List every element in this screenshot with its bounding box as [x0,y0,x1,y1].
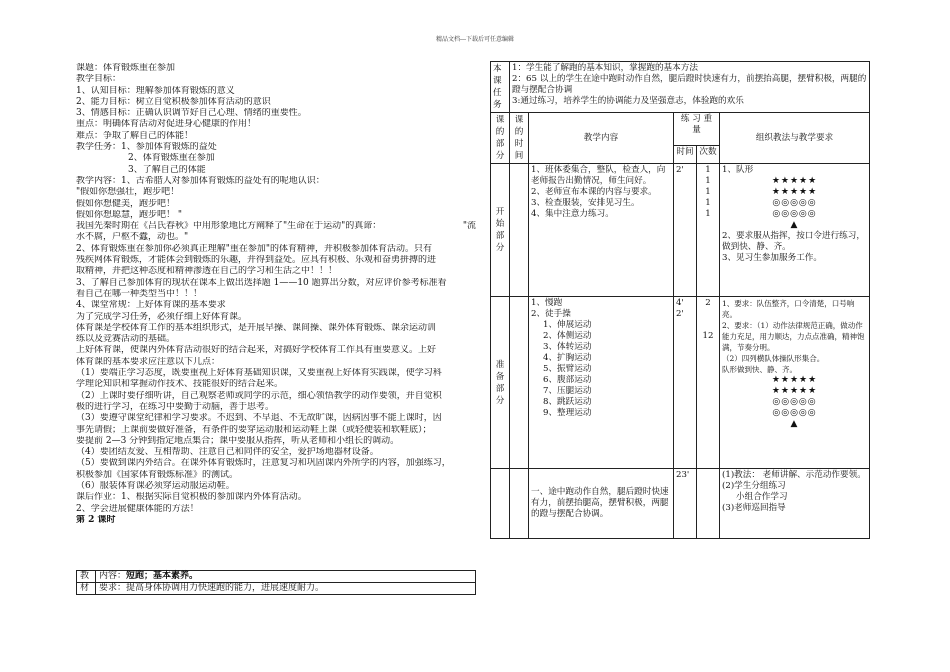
text-line: （1）要端正学习态度，既要重视上好体育基础知识课，又要重视上好体育实践课，使学习科 [76,368,442,379]
text-line: 残疾网体育锻炼，才能体会到锻炼的乐趣，并得到益处。应具有积极、乐观和奋勇拼搏的进 [76,255,437,266]
header-load-time: 时间 [674,145,697,163]
prep-item: 1、慢跑 [531,298,563,308]
org-requirement: （2）四列横队体操队形集合。 [722,354,825,363]
table-header-cell: 教 [77,571,96,583]
text-line: （4）要团结友爱、互相帮助、注意自己和同伴的安全，爱护场地器材设备。 [76,447,379,458]
prep-item: 5、振臂运动 [543,364,592,374]
lesson-plan-table [490,61,870,539]
start-load-time: 2' [674,164,697,297]
requirement-cell: 要求：提高身体协调用力快速跑的能力，进展速度耐力。 [96,583,476,595]
prep-item: 7、压腿运动 [543,386,592,396]
formation-circles-row: ◎◎◎◎◎ [772,209,817,219]
task-label-char: 本 [493,64,502,74]
header-content: 教学内容 [529,113,674,164]
org-requirement: 队形做到快、静、齐。 [722,365,797,374]
quote-tail: "流 [462,221,476,232]
text-line: （3）要遵守课堂纪律和学习要求。不迟到、不早退、不无故旷课，因病因事不能上课时，因 [76,413,442,424]
text-line: 4、课堂常规：上好体育课的基本要求 [76,300,226,311]
text-line: 为了完成学习任务，必须仔细上好体育课。 [76,311,248,322]
text-line: 体育课的基本要求应注意以下几点： [76,356,221,367]
org-requirement: 1、要求：队伍整齐，口令清楚，口号响亮。 [722,299,855,319]
start-time-cell [510,164,529,297]
text-line: 要提前 2—3 分钟到指定地点集合；课中要服从指挥，听从老师和小组长的调动。 [76,435,400,446]
text-line: 水不腐，户枢不蠹，动也。" [76,232,189,243]
start-part-label: 开始部分 [491,164,510,297]
start-content-cell [529,164,674,297]
time-value: 2' [676,309,684,319]
prep-item: 2、徒手操 [531,309,571,319]
org-requirement: (3)老师巡回指导 [722,503,786,513]
lesson-2-heading: 第 2 课时 [76,514,116,525]
formation-circles-row: ◎◎◎◎◎ [772,397,817,407]
lesson-title: 课题：体育锻炼重在参加 [76,63,176,73]
prep-org-cell [720,297,870,469]
basic-org-cell [720,469,870,539]
text-line: 1、认知目标：理解参加体育锻炼的意义 [76,85,235,96]
basic-content-cell: 一、途中跑动作自然，腿后蹬时快速有力，前摆抬腿高，摆臂积极，两腿的蹬与摆配合协调。 [529,469,674,539]
task-label-cell [491,62,510,113]
teacher-triangle-icon: ▲ [790,419,799,429]
task-label-char: 务 [493,100,502,110]
text-line: （2）上课时要仔细听讲，自己观察老师或同学的示范，细心领悟教学的动作要领，并自觉积 [76,390,442,401]
header-load-count: 次数 [697,145,720,163]
prep-time-cell [510,297,529,469]
org-requirement: 3、见习生参加服务工作。 [722,253,822,263]
formation-circles-row: ◎◎◎◎◎ [772,198,817,208]
formation-circles-row: ◎◎◎◎◎ [772,408,817,418]
task-label-char: 任 [493,88,502,98]
count-value: 1 [705,187,711,197]
prep-item: 2、体侧运动 [543,331,592,341]
header-load: 练 习 重 量 [674,113,720,146]
task-item: 3:通过练习，培养学生的协调能力及坚强意志，体验跑的欢乐 [512,96,744,106]
tasks-cell [510,62,870,113]
org-requirement: (1)教法： 老师讲解、示范动作要领。 [722,470,866,480]
quote-line: 我国先秦时期在《吕氏春秋》中用形象地比方阐释了"生命在于运动"的真谛： [76,221,382,232]
prep-item: 1、伸展运动 [543,320,592,330]
text-line: 看自己在哪一种类型当中！！！ [76,288,203,299]
count-value: 1 [705,198,711,208]
org-requirement: 2、要求：（1）动作法律规范正确，做动作能力充足，用力顺达，力点点准确，精神饱满，节奏分明。 [722,321,865,352]
text-line: 教学目标： [76,74,122,85]
basic-load-time: 23' [674,469,697,539]
prep-load-count [697,297,720,469]
formation-stars-row: ★★★★★ [771,187,818,197]
content-cell [96,571,476,583]
org-requirement: 2、要求服从指挥，按口令进行练习，做到快、静、齐。 [722,231,865,252]
text-line: 假如你想健美，跑步吧！ [76,198,176,209]
start-load-count [697,164,720,297]
start-item: 2、老师宣布本课的内容与要求。 [531,187,657,197]
text-line: 2、能力目标：树立自觉积极参加体育活动的意识 [76,96,271,107]
count-value: 2 [705,298,711,308]
text-line: 难点：争取了解自己的体能！ [76,130,194,141]
text-line: 2、体育锻炼重在参加你必须真正理解"重在参加"的体育精神，并积极参加体育活动。只有 [76,243,433,254]
time-value: 4' [676,298,684,308]
prep-item: 8、跳跃运动 [543,397,592,407]
content-label: 内容： [99,571,127,581]
text-line: 教学任务：1、参加体育锻炼的益处 [76,142,217,153]
org-requirement: 小组合作学习 [736,492,788,502]
text-line: 课后作业：1、根据实际自觉积极的参加课内外体育活动。 [76,492,307,503]
text-line: （5）要做到课内外结合。在课外体育锻炼时，注意复习和巩固课内外所学的内容，加强练习， [76,458,451,469]
lesson-plan-text [76,63,476,526]
page-header: 精品文档---下载后可任意编辑 [435,36,515,43]
count-value: 1 [705,176,711,186]
task-item: 1：学生能了解跑的基本知识，掌握跑的基本方法 [512,63,698,73]
text-line: （6）服装体育课必须穿运动服运动鞋。 [76,480,235,491]
text-line: 学理论知识和掌握动作技术、技能很好的结合起来。 [76,379,284,390]
prep-load-time [674,297,697,469]
prep-item: 6、腹部运动 [543,375,592,385]
formation-stars-row: ★★★★★ [771,176,818,186]
prep-content-cell [529,297,674,469]
count-value: 12 [702,331,714,341]
prep-item: 3、体转运动 [543,342,592,352]
formation-stars-row: ★★★★★ [771,375,818,385]
formation-title: 1、队形 [722,165,754,175]
text-line: 重点：明确体育活动对促进身心健康的作用！ [76,119,257,130]
text-line: 假如你想聪慧，跑步吧！ " [76,209,183,220]
prep-part-label: 准备部分 [491,297,510,469]
basic-time-cell [510,469,529,539]
table-header-cell: 材 [77,583,96,595]
text-line: 极的进行学习，在练习中要勤于动脑，善于思考。 [76,401,275,412]
prep-item: 9、整理运动 [543,408,592,418]
count-value: 1 [705,209,711,219]
basic-load-count [697,469,720,539]
text-line: 上好体育课，使课内外体育活动很好的结合起来，对搞好学校体育工作具有重要意义。上好 [76,345,437,356]
text-line: 取精神，并把这种态度和精神渗透在自己的学习和生活之中！！！ [76,266,338,277]
prep-item: 4、扩胸运动 [543,353,592,363]
task-item: 2：65 以上的学生在途中跑时动作自然，腿后蹬时快速有力，前摆抬高腿，摆臂积极，两腿的蹬与摆配合协调 [512,74,867,95]
content-value: 短跑；基本素养。 [126,571,199,581]
task-label-char: 课 [493,76,502,86]
text-line: 2、学会进展健康体能的方法！ [76,503,199,514]
text-line: 3、了解自己的体能 [128,164,206,175]
org-requirement: (2)学生分组练习 [722,481,786,491]
header-time: 课的时间 [510,113,529,164]
start-org-cell [720,164,870,297]
text-line: 练以及竞赛活动的基础。 [76,334,176,345]
text-line: 教学内容：1、古希腊人对参加体育锻炼的益处有的呢地认识： [76,175,325,186]
text-line: 3、了解自己参加体育的现状在课本上做出选择题 1——10 题算出分数，对应评价参考标准看 [76,277,447,288]
formation-stars-row: ★★★★★ [771,386,818,396]
text-line: 积极参加《国家体育锻炼标准》的测试。 [76,469,239,480]
basic-part-label [491,469,510,539]
start-item: 4、集中注意力练习。 [531,209,614,219]
text-line: 2、体育锻炼重在参加 [128,153,215,164]
start-item: 3、检查服装，安排见习生。 [531,198,640,208]
text-line: 事先请假；上课前要做好准备，有条件的要穿运动服和运动鞋上课（或轻便装和软鞋底）； [76,424,432,435]
header-org: 组织教法与教学要求 [720,113,870,164]
text-line: 体育课是学校体育工作的基本组织形式，是开展早操、课间操、课外体育锻炼、课余运动训 [76,322,437,333]
lesson-2-table [76,570,476,595]
start-item: 1、班体委集合，整队，检查人，向老师报告出勤情况，师生问好。 [531,165,666,186]
header-part: 课的部分 [491,113,510,164]
text-line [76,221,476,232]
teacher-triangle-icon: ▲ [790,220,799,230]
count-value: 1 [705,165,711,175]
text-line: 3、情感目标：正确认识调节好自己心理、情绪的重要性。 [76,108,307,119]
text-line: "假如你想强壮，跑步吧！ [76,187,180,198]
